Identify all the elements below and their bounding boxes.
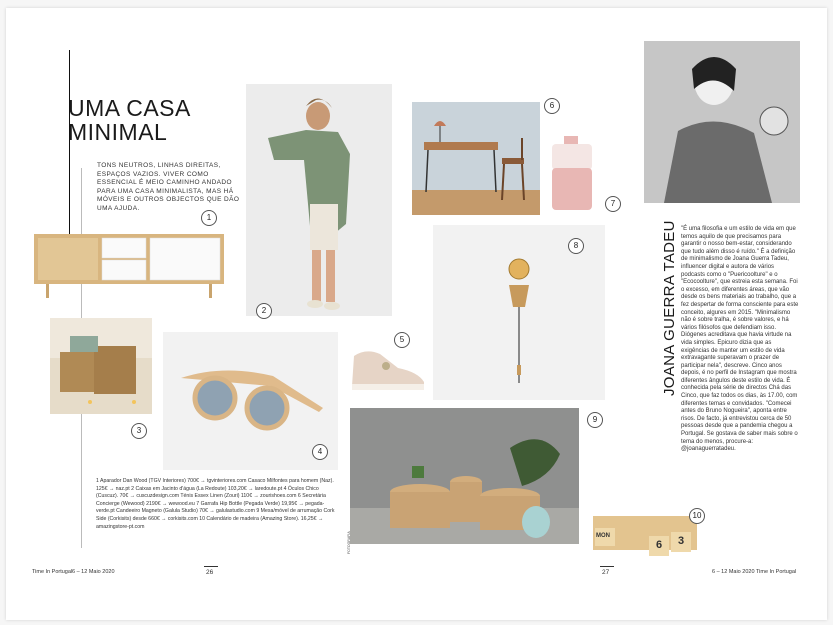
item-number-5: 5 (394, 332, 410, 348)
photo-credit: FOTOGRAFIA (347, 531, 351, 554)
calendar-day-b: 3 (678, 535, 685, 547)
item-number-6: 6 (544, 98, 560, 114)
profile-name: JOANA GUERRA TADEU (661, 220, 678, 396)
folio-left-date: 6 – 12 Maio 2020 (72, 569, 115, 575)
folio-left-pub: Time In Portugal (32, 569, 73, 575)
photo-baskets (50, 318, 152, 414)
folio-left-page: 26 (206, 569, 214, 576)
folio-right-date: 6 – 12 Maio 2020 (712, 569, 755, 575)
profile-bio: "É uma filosofia e um estilo de vida em que temos aquilo de que precisamos para garantir o nosso bem-estar, considerando que tudo além disso é ruído." É a definição de minimalismo de Joana Guerra Tadeu, influencer digital e autora de vários podcasts como o "Puericoolture" e o "Ecocoolture", que estreia esta semana. Foi o excesso, em diferentes áreas, que vão desde os bens materiais ao trabalho, que a fez despertar de forma consciente para este conceito, algures em 2015. "Minimalismo não é sobre tralha, é sobre valores, e há vários filósofos que defendiam isso. Diógenes acreditava que havia virtude na vida simples. Epicuro dizia que as exigências de manter um estilo de vida extravagante superavam o prazer de participar nela", descreve. Cinco anos depois, é no perfil de Instagram que mostra diferentes ângulos deste estilo de vida. É conhecida pela série de directos Chá das Cinco, que faz todos os dias, às 17.00, com diferentes temas e convidados. "Comecei antes do Bruno Nogueira", aponta entre risos. De facto, já entrevistou cerca de 50 pessoas desde que a pandemia chegou a Portugal. Se gostava de saber mais sobre o tema do menos, procure-a: @joanaguerratadeu. (681, 226, 799, 453)
photo-cork-tables (350, 408, 579, 544)
headline-line-1: UMA CASA (68, 95, 191, 121)
folio-right-rule (600, 566, 614, 567)
folio-left-rule (204, 566, 218, 567)
calendar-day-a: 6 (656, 539, 663, 551)
photo-portrait (644, 41, 800, 203)
product-captions: 1 Aparador Dan Wood (TGV Interiores) 700€ → tgvinteriores.com Casaco Milfontes para homem (Naz). 125€ → naz.pt 2 Caixas em Jacinto d'água (La Redoute) 103,20€ → laredoute.pt 4 Óculos Chico (Cuscuz). 70€ → cuscuzdesign.com Ténis Essex Linen (Zouri) 110€ → zourishoes.com 6 Secretária Concierge (Wewood) 2190€ → wewood.eu 7 Garrafa Hip Bottle (Pegada Verde) 19,95€ → pegada-verde.pt Candeeiro Magneto (Galula Studio) 70€ → galulastudio.com 9 Mesa/móvel de arrumação Cork Side (Corkisits) desde 660€ → corkisits.com 10 Calendário de madeira (Amazing Store). 16,25€ → amazingstore-pt.com (96, 478, 335, 530)
photo-calendar (589, 506, 701, 560)
magazine-spread (6, 8, 827, 620)
item-number-3: 3 (131, 423, 147, 439)
headline (68, 96, 191, 144)
item-number-8: 8 (568, 238, 584, 254)
folio-right-pub: Time In Portugal (756, 569, 797, 575)
item-number-10: 10 (689, 508, 705, 524)
photo-sneaker (346, 346, 428, 394)
calendar-month: MON (596, 533, 610, 539)
item-number-2: 2 (256, 303, 272, 319)
intro-text: TONS NEUTROS, LINHAS DIREITAS, ESPAÇOS VAZIOS. VIVER COMO ESSENCIAL É MEIO CAMINHO ANDADO PARA UMA CASA MINIMALISTA, MAS HÁ MÓVEIS E OUTROS OBJECTOS QUE DÃO UMA AJUDA. (97, 162, 240, 212)
photo-sideboard (32, 230, 228, 300)
photo-bottle (546, 134, 600, 214)
photo-man-jacket (246, 84, 392, 316)
item-number-4: 4 (312, 444, 328, 460)
item-number-9: 9 (587, 412, 603, 428)
folio-right-page: 27 (602, 569, 610, 576)
item-number-7: 7 (605, 196, 621, 212)
item-number-1: 1 (201, 210, 217, 226)
headline-line-2: MINIMAL (68, 119, 168, 145)
photo-desk (412, 102, 540, 215)
